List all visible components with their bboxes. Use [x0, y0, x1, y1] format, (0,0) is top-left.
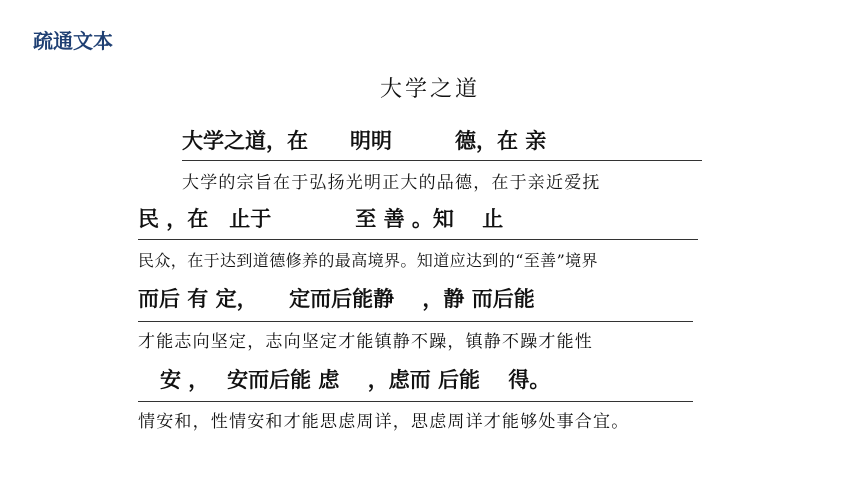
- divider-line-4: [138, 401, 693, 402]
- translation-line-2: 民众，在于达到道德修养的最高境界。知道应达到的“至善”境界: [138, 251, 598, 270]
- original-text-line-1: 大学之道，在 明明 德，在 亲: [182, 128, 547, 153]
- document-title: 大学之道: [379, 77, 480, 102]
- original-text-line-2: 民 ，在 止于 至 善 。知 止: [138, 206, 504, 231]
- translation-line-4: 情安和，性情安和才能思虑周详，思虑周详才能够处事合宜。: [138, 412, 630, 432]
- translation-line-1: 大学的宗旨在于弘扬光明正大的品德，在于亲近爱抚: [182, 173, 601, 193]
- translation-line-3: 才能志向坚定，志向坚定才能镇静不躁，镇静不躁才能性: [138, 332, 593, 352]
- divider-line-2: [138, 239, 698, 240]
- section-label: 疏通文本: [33, 29, 113, 53]
- original-text-line-4: 安 ， 安而后能 虑 ，虑而 后能 得。: [160, 367, 551, 392]
- divider-line-1: [182, 160, 702, 161]
- original-text-line-3: 而后 有 定， 定而后能静 ，静 而后能: [138, 286, 535, 311]
- divider-line-3: [138, 321, 693, 322]
